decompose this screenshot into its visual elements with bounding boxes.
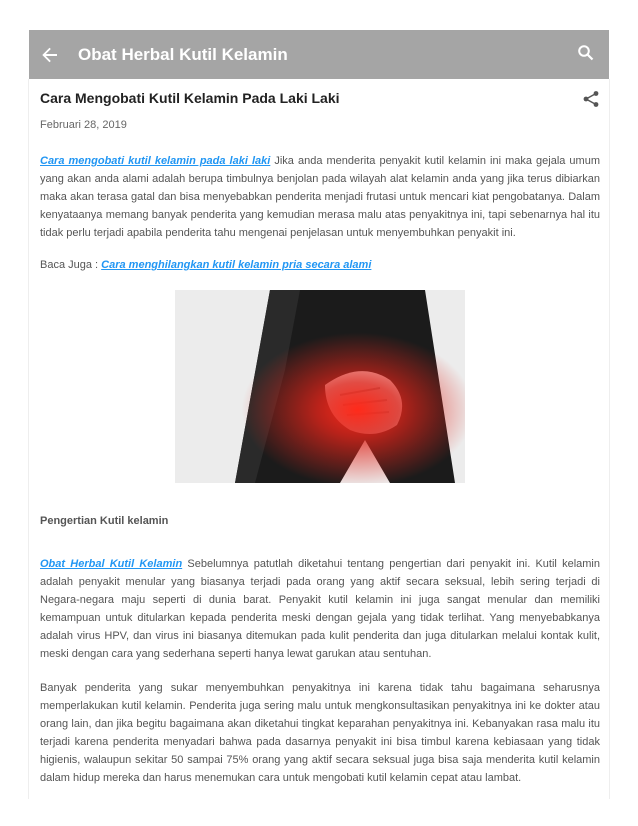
blog-title[interactable]: Obat Herbal Kutil Kelamin [78,44,288,64]
intro-text: Jika anda menderita penyakit kutil kelamin ini maka gejala umum yang akan anda alami adalah berupa timbulnya benjolan pada wilayah alat kelamin anda yang jika terus dibiarkan maka akan terasa gatal dan bisa menyebabkan penderita menjadi frutasi untuk mencari kiat pengobatanya. Dalam kenyataanya memang banyak penderita yang kemudian merasa malu atas penyakitnya ini, tapi sebenarnya hal itu tidak perlu terjadi apabila penderita tahu mengenai penjelasan untuk menyembuhkan penyakit ini. [40,155,600,239]
header-bar [29,30,609,79]
definition-paragraph [40,555,600,663]
page-border-right [609,79,610,799]
search-icon[interactable] [577,44,597,64]
read-also-link[interactable]: Cara menghilangkan kutil kelamin pria secara alami [101,259,372,271]
sufferers-paragraph: Banyak penderita yang sukar menyembuhkan penyakitnya ini karena tidak tahu bagaimana seharusnya memperlakukan kutil kelamin. Penderita juga sering malu untuk mengkonsultasikan penyakitnya ini ke dokter atau orang lain, dan jika begitu bagaimana akan diketahui tingkat keparahan penyakitnya ini. Kebanyakan rasa malu itu terjadi karena penderita menyadari bahwa pada dasarnya penyakit ini bisa timbul karena kebiasaan yang tidak higienis, walaupun sekitar 50 sampai 75% orang yang aktif secara seksual juga bisa saja menderita kutil kelamin dalam hidup mereka dan harus menemukan cara untuk mengobati kutil kelamin cepat atau lambat. [40,682,600,784]
intro-paragraph [40,152,600,242]
post-date: Februari 28, 2019 [40,119,127,131]
post-title: Cara Mengobati Kutil Kelamin Pada Laki Laki [40,90,340,106]
arrow-left-icon[interactable] [40,45,60,65]
page-border-left [28,79,29,799]
share-icon[interactable] [582,90,600,108]
post-header [40,79,600,119]
intro-link[interactable]: Cara mengobati kutil kelamin pada laki laki [40,155,271,167]
read-also-label: Baca Juga : [40,259,102,271]
post-image [175,290,465,483]
definition-link[interactable]: Obat Herbal Kutil Kelamin [40,558,183,570]
definition-text: Sebelumnya patutlah diketahui tentang pengertian dari penyakit ini. Kutil kelamin adalah penyakit menular yang biasanya terjadi pada orang yang aktif secara seksual, lebih sering terjadi di Negara-negara maju seperti di dunia barat. Penyakit kutil kelamin ini juga sangat menular dan memiliki kemampuan untuk ditularkan kepada penderita meski dengan gejala yang tidak terlihat. Yang menyebabkanya adalah virus HPV, dan virus ini biasanya ditemukan pada kulit penderita dan juga ditularkan melalui kontak kulit, meski dengan cara yang sederhana seperti hanya lewat garukan atau sentuhan. [40,558,600,660]
read-also [40,256,600,274]
post-content [40,79,600,784]
section-heading: Pengertian Kutil kelamin [40,515,169,527]
